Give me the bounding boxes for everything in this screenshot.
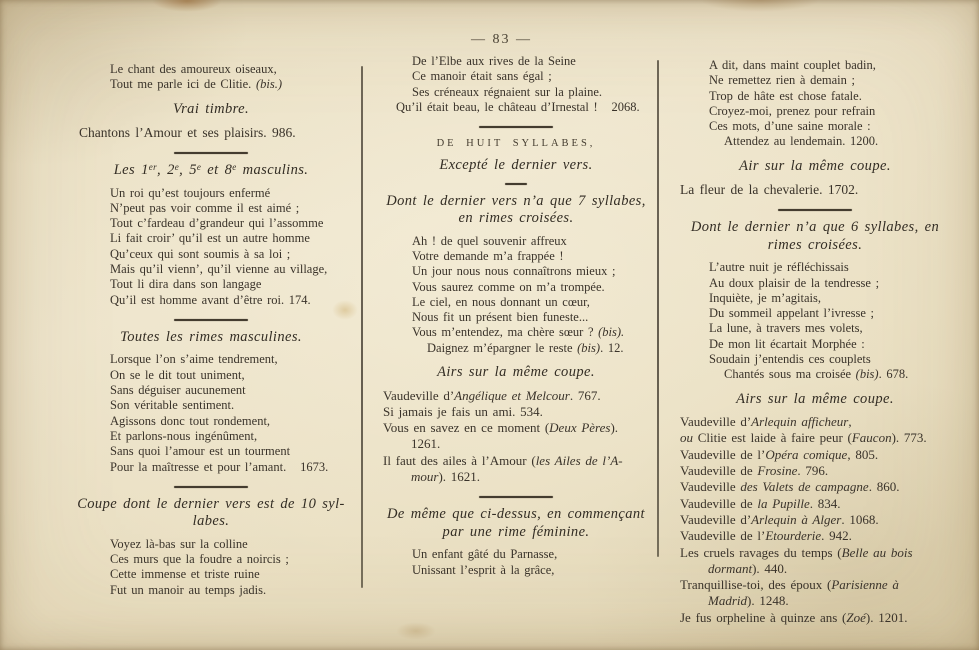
text-line: Vaudeville de la Pupille. 834. [680,495,841,511]
text-line: Pour la maîtresse et pour l’amant. 1673. [110,459,329,474]
text-line: Nous fit un présent bien funeste... [412,310,589,325]
text-line: Inquiète, je m’agitais, [709,290,821,305]
text-line: 1261. [411,436,441,452]
text-line: Chantés sous ma croisée (bis). 678. [724,367,909,382]
section-heading: Airs sur la même coupe. [736,390,894,407]
verse-block [377,547,655,578]
text-line: Lorsque l’on s’aime tendrement, [110,352,278,367]
section-heading: De même que ci-dessus, en commençant par une rime féminine. [387,506,645,540]
text-line: Vaudeville de Frosine. 796. [680,463,829,479]
section-heading: Vrai timbre. [172,100,250,117]
verse-block [62,186,360,308]
text-line: Sans quoi l’amour est un tourment [110,444,291,459]
text-line: Vous en savez en ce moment (Deux Pères). [383,420,619,436]
column-left [62,60,360,602]
text-line: Daignez m’épargner le reste (bis). 12. [427,340,624,355]
section-heading: Dont le dernier n’a que 6 syllabes, en rimes croisées. [690,219,940,253]
section-heading: Airs sur la même coupe. [437,364,595,381]
text-line: De l’Elbe aux rives de la Seine [412,54,576,68]
text-line: Vaudeville des Valets de campagne. 860. [680,479,900,495]
text-line: Votre demande m’a frappée ! [412,248,564,263]
text-line: Le ciel, en nous donnant un cœur, [412,294,590,309]
text-line: ou Clitie est laide à faire peur (Faucon). 773. [680,430,927,446]
text-line: Qu’il était beau, le château d’Irnestal ! 2068. [396,99,640,114]
text-line: Vaudeville d’Arlequin afficheur, [680,414,852,430]
text-line: dormant). 440. [708,560,788,576]
column-center [377,52,655,582]
divider-rule [479,126,553,128]
section-heading: Air sur la même coupe. [739,157,891,174]
text-line: Mais qu’il vienn’, qu’il vienne au village, [110,262,328,277]
text-line: Du sommeil appelant l’ivresse ; [709,306,874,321]
text-line: Un roi qu’est toujours enfermé [110,185,271,200]
text-line: La lune, à travers mes volets, [709,321,863,336]
song-reference-line: Chantons l’Amour et ses plaisirs. 986. [79,125,296,141]
divider-rule [174,486,248,488]
text-line: Tout me parle ici de Clitie. (bis.) [110,77,282,92]
text-line: Il faut des ailes à l’Amour (les Ailes de l’A- [383,452,623,468]
text-line: Et parlons-nous ingénûment, [110,428,258,443]
text-line: Je fus orpheline à quinze ans (Zoé). 1201. [680,609,908,625]
verse-block [377,54,655,115]
text-line: Au doux plaisir de la tendresse ; [709,275,880,290]
verse-block [672,58,958,150]
text-line: Tout li dira dans son langage [110,277,262,292]
song-list [377,388,655,486]
text-line: On se le dit tout uniment, [110,367,245,382]
section-heading: Dont le dernier vers n’a que 7 syllabes, en rimes croisées. [386,192,646,227]
section-heading: Toutes les rimes masculines. [120,328,302,345]
text-line: Le chant des amoureux oiseaux, [110,62,277,76]
text-line: Ces murs que la foudre a noircis ; [110,552,289,567]
text-line: Vaudeville de l’Etourderie. 942. [680,528,852,544]
text-line: Vous saurez comme on m’a trompée. [412,279,605,294]
smallcaps-heading: DE HUIT SYLLABES, [436,138,596,150]
text-line: N’peut pas voir comme il est aimé ; [110,200,300,215]
text-line: L’autre nuit je réfléchissais [709,260,849,275]
paper-stain [396,622,436,640]
text-line: Un enfant gâté du Parnasse, [412,547,558,562]
text-line: Attendez au lendemain. 1200. [724,134,879,149]
text-line: Li fait croir’ qu’il est un autre homme [110,231,310,246]
section-heading: Excepté le dernier vers. [439,157,593,174]
text-line: Les cruels ravages du temps (Belle au bois [680,544,913,560]
paper-stain [700,0,820,12]
text-line: Ne remettez rien à demain ; [709,73,855,88]
text-line: Ce manoir était sans égal ; [412,69,552,84]
text-line: Agissons donc tout rondement, [110,413,271,428]
text-line: Cette immense et triste ruine [110,567,260,582]
divider-rule [505,183,527,185]
text-line: De mon lit écartait Morphée : [709,336,865,351]
divider-rule [174,152,248,154]
divider-rule [479,496,553,498]
text-line: Tranquillise-toi, des époux (Parisienne à [680,577,899,593]
verse-block [62,537,360,598]
text-line: mour). 1621. [411,469,481,485]
section-heading: Les 1er, 2e, 5e et 8e masculins. [113,162,309,179]
column-right [672,56,958,626]
text-line: Si jamais je fais un ami. 534. [383,403,543,419]
text-line: Fut un manoir au temps jadis. [110,582,267,597]
text-line: Ces mots, d’une saine morale : [709,119,871,134]
verse-block [62,352,360,474]
text-line: Qu’il est homme avant d’être roi. 174. [110,292,311,307]
text-line: Vaudeville d’Angélique et Melcour. 767. [383,387,601,403]
text-line: Ses créneaux régnaient sur la plaine. [412,84,603,99]
text-line: Madrid). 1248. [708,593,789,609]
text-line: Sans déguiser aucunement [110,383,246,398]
text-line: Croyez-moi, prenez pour refrain [709,103,876,118]
page-number: — 83 — [471,32,532,47]
text-line: Son véritable sentiment. [110,398,235,413]
text-line: Vaudeville de l’Opéra comique, 805. [680,446,879,462]
text-line: Unissant l’esprit à la grâce, [412,562,555,577]
text-line: Vous m’entendez, ma chère sœur ? (bis). [412,325,625,340]
song-reference-line: La fleur de la chevalerie. 1702. [680,182,859,198]
verse-block [62,62,360,93]
section-heading: Coupe dont le dernier vers est de 10 syl-labes. [77,495,345,530]
text-line: Trop de hâte est chose fatale. [709,88,862,103]
text-line: Tout c’fardeau d’grandeur qui l’assomme [110,216,324,231]
text-line: Un jour nous nous connaîtrons mieux ; [412,264,616,279]
column-divider-rule [657,60,659,557]
divider-rule [174,319,248,321]
text-line: Soudain j’entendis ces couplets [709,352,871,367]
verse-block [377,234,655,356]
verse-block [672,260,958,382]
divider-rule [778,209,852,211]
text-line: Vaudeville d’Arlequin à Alger. 1068. [680,511,879,527]
text-line: A dit, dans maint couplet badin, [709,58,876,72]
text-line: Qu’ceux qui sont soumis à sa loi ; [110,246,291,261]
column-divider-rule [361,66,363,588]
text-line: Ah ! de quel souvenir affreux [412,233,567,248]
song-list [672,414,958,626]
paper-stain [152,0,222,12]
text-line: Voyez là-bas sur la colline [110,536,248,551]
